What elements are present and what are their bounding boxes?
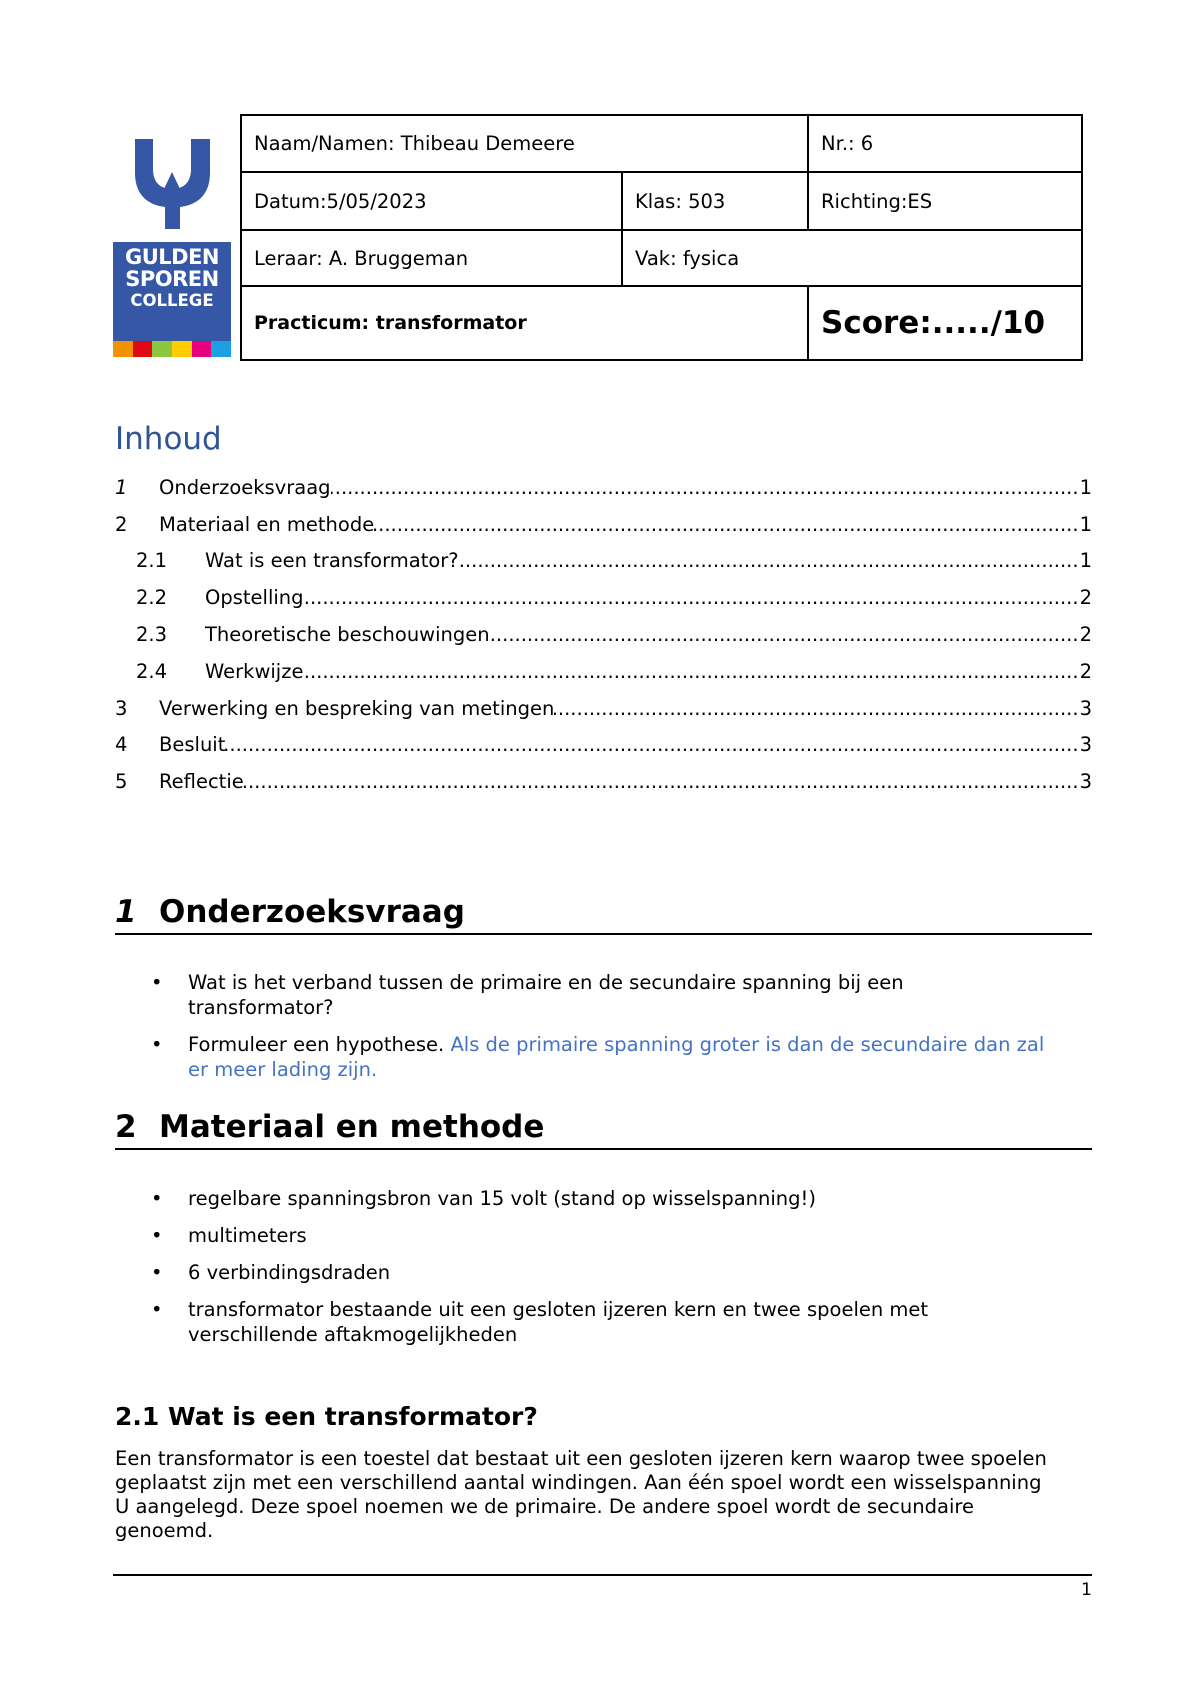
name-cell: Naam/Namen: Thibeau Demeere [241, 115, 808, 172]
list-item-line: • Wat is het verband tussen de primaire en de secundaire spanning bij een [188, 971, 904, 994]
logo-text-line: SPOREN [125, 267, 219, 291]
list-item-line: • regelbare spanningsbron van 15 volt (stand op wisselspanning!) [188, 1187, 816, 1210]
toc-entry-number: 4 [115, 733, 128, 757]
teacher-cell: Leraar: A. Bruggeman [241, 230, 622, 286]
practicum-title-cell: Practicum: transformator [241, 286, 808, 360]
toc-entry-page: 2 [1079, 623, 1092, 647]
table-row [241, 230, 1082, 286]
class-cell: Klas: 503 [622, 172, 808, 230]
list-item [115, 1223, 1092, 1248]
toc-title: Inhoud [115, 421, 222, 457]
toc-entry-title: Verwerking en bespreking van metingen [159, 696, 555, 720]
school-logo-mark [113, 139, 231, 231]
toc-entry-number: 2.4 [136, 659, 168, 683]
paragraph-line: geplaatst zijn met een verschillend aantal windingen. Aan één spoel wordt een wisselspanning [115, 1471, 1042, 1494]
toc-entry[interactable] [115, 506, 1092, 543]
research-question-list [115, 970, 1092, 1094]
toc-entry[interactable] [115, 543, 1092, 580]
toc-entry-page: 1 [1079, 475, 1092, 499]
toc-entry[interactable] [115, 727, 1092, 764]
materials-list [115, 1186, 1092, 1359]
score-cell: Score:...../10 [808, 286, 1082, 360]
paragraph-line: genoemd. [115, 1519, 214, 1542]
section-heading-onderzoeksvraag [115, 891, 1092, 935]
table-row [241, 115, 1082, 172]
logo-strip-segment [133, 341, 153, 357]
toc-entry-title: Theoretische beschouwingen [205, 623, 490, 647]
toc-entry-page: 3 [1079, 696, 1092, 720]
list-item-line [188, 1032, 1092, 1057]
toc-entry-title: Opstelling [205, 586, 304, 610]
list-item [115, 1260, 1092, 1285]
toc-entry-title: Wat is een transformator? [205, 549, 459, 573]
table-row [241, 172, 1082, 230]
logo-strip-segment [192, 341, 212, 357]
toc-entry[interactable] [115, 616, 1092, 653]
footer-divider [113, 1574, 1092, 1576]
date-cell: Datum:5/05/2023 [241, 172, 622, 230]
toc-entry-number: 2.2 [136, 586, 168, 610]
toc-dot-leader [225, 733, 1079, 756]
body-paragraph [115, 1447, 1092, 1543]
hypothesis-answer: er meer lading zijn. [188, 1058, 378, 1081]
toc-dot-leader [459, 549, 1080, 572]
list-item-line: • multimeters [188, 1224, 307, 1247]
toc-entry[interactable] [115, 690, 1092, 727]
section-title: Onderzoeksvraag [159, 894, 465, 930]
toc-entry-number: 2.3 [136, 623, 168, 647]
section-heading-materiaal-en-methode [115, 1106, 1092, 1150]
school-logo-wordmark [113, 242, 231, 341]
logo-strip-segment [152, 341, 172, 357]
subsection-heading-wat-is-een-transformator [115, 1403, 538, 1431]
toc-dot-leader [303, 660, 1079, 683]
list-item-line: • 6 verbindingsdraden [188, 1261, 391, 1284]
toc-entry-page: 2 [1079, 586, 1092, 610]
toc-entry[interactable] [115, 653, 1092, 690]
toc-entry[interactable] [115, 469, 1092, 506]
section-title: Materiaal en methode [159, 1109, 545, 1145]
list-item-line: verschillende aftakmogelijkheden [188, 1323, 518, 1346]
toc-entry-page: 1 [1079, 549, 1092, 573]
logo-color-strip [113, 341, 231, 357]
list-item [115, 970, 1092, 1020]
table-of-contents [115, 469, 1092, 800]
toc-entry-number: 1 [115, 475, 128, 499]
paragraph-line: U aangelegd. Deze spoel noemen we de primaire. De andere spoel wordt de secundaire [115, 1495, 974, 1518]
student-number-cell: Nr.: 6 [808, 115, 1082, 172]
subsection-title: Wat is een transformator? [168, 1402, 538, 1431]
toc-entry-page: 3 [1079, 733, 1092, 757]
section-number: 1 [115, 894, 137, 930]
section-number: 2 [115, 1109, 137, 1145]
page-number: 1 [1081, 1580, 1092, 1600]
subject-cell: Vak: fysica [622, 230, 1082, 286]
list-item [115, 1032, 1092, 1082]
study-direction-cell: Richting:ES [808, 172, 1082, 230]
toc-entry-number: 2 [115, 512, 128, 536]
toc-entry-page: 1 [1079, 512, 1092, 536]
toc-dot-leader [490, 623, 1080, 646]
toc-entry-page: 3 [1079, 770, 1092, 794]
toc-entry-title: Materiaal en methode [159, 512, 375, 536]
toc-entry[interactable] [115, 579, 1092, 616]
list-item-line: • transformator bestaande uit een gesloten ijzeren kern en twee spoelen met [188, 1298, 929, 1321]
toc-entry[interactable] [115, 763, 1092, 800]
toc-entry-number: 5 [115, 770, 128, 794]
toc-entry-title: Besluit [159, 733, 226, 757]
toc-dot-leader [331, 476, 1080, 499]
toc-dot-leader [304, 586, 1080, 609]
logo-text-line: GULDEN [124, 245, 220, 269]
logo-strip-segment [211, 341, 231, 357]
toc-entry-number: 2.1 [136, 549, 168, 573]
hypothesis-prompt: Formuleer een hypothese. [188, 1033, 445, 1056]
list-item [115, 1186, 1092, 1211]
toc-dot-leader [244, 770, 1080, 793]
toc-entry-title: Reflectie [159, 770, 244, 794]
toc-entry-title: Werkwijze [205, 659, 304, 683]
logo-text-line: COLLEGE [130, 291, 214, 310]
toc-entry-page: 2 [1079, 659, 1092, 683]
logo-strip-segment [172, 341, 192, 357]
hypothesis-answer: Als de primaire spanning groter is dan de secundaire dan zal [450, 1033, 1045, 1056]
student-info-table [240, 114, 1083, 361]
paragraph-line: Een transformator is een toestel dat bestaat uit een gesloten ijzeren kern waarop twee spoelen [115, 1447, 1047, 1470]
table-row [241, 286, 1082, 360]
toc-entry-title: Onderzoeksvraag [159, 475, 331, 499]
toc-dot-leader [554, 697, 1079, 720]
toc-entry-number: 3 [115, 696, 128, 720]
subsection-number: 2.1 [115, 1402, 160, 1431]
list-item-line: transformator? [188, 996, 334, 1019]
list-item [115, 1297, 1092, 1347]
toc-dot-leader [374, 513, 1079, 536]
logo-strip-segment [113, 341, 133, 357]
